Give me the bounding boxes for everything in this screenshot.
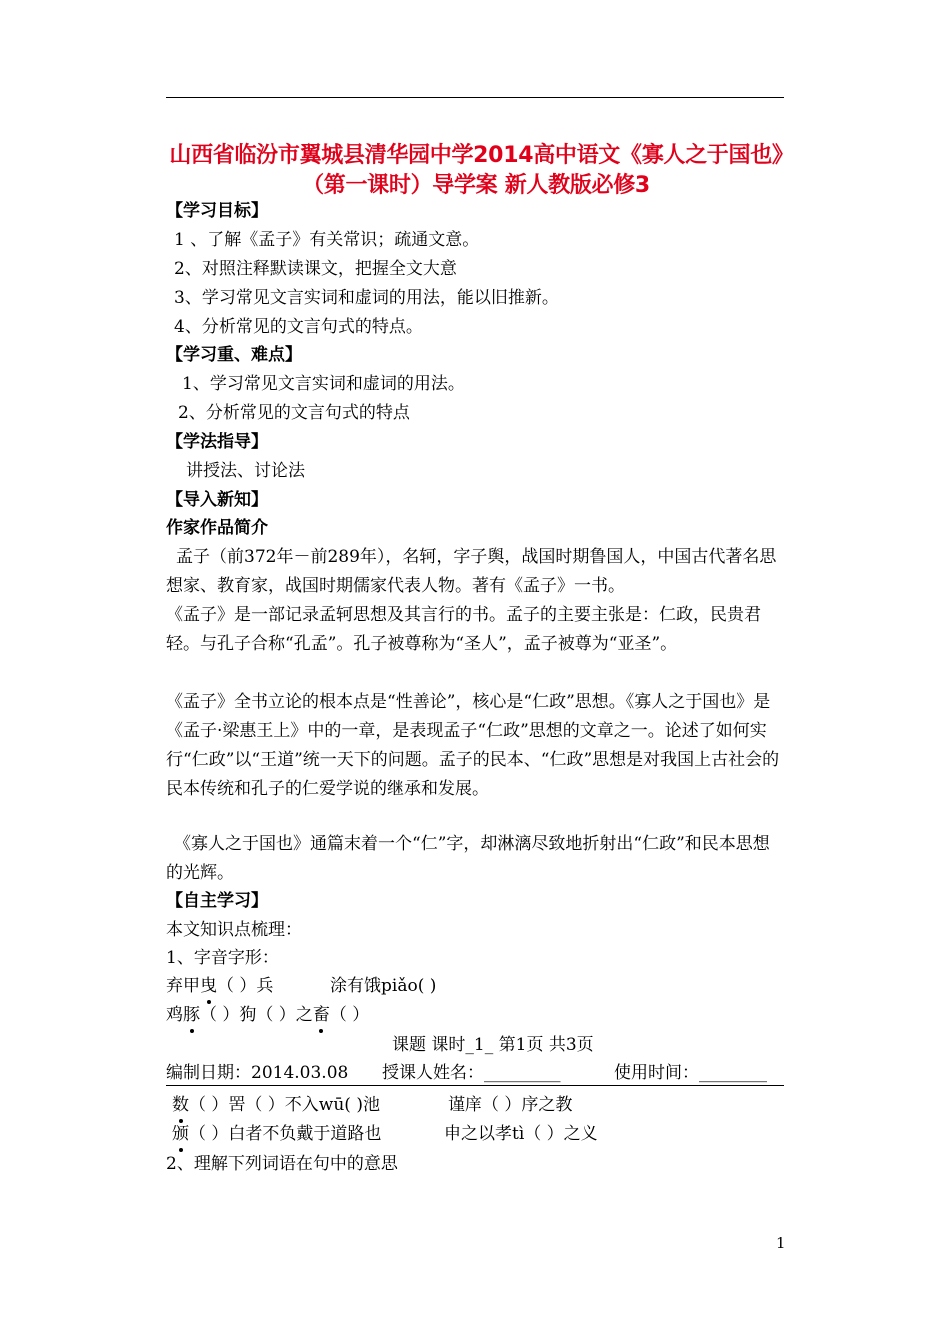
self-study-heading: 【自主学习】 [166, 891, 268, 911]
footer-lesson-info: 课题 课时_1_ 第1页 共3页 [392, 1035, 594, 1055]
key-points-heading: 【学习重、难点】 [166, 345, 302, 365]
text: （ ）白者不负戴于道路也 [189, 1124, 382, 1144]
goal-item: 2、对照注释默读课文，把握全文大意 [174, 259, 457, 279]
method-text: 讲授法、讨论法 [186, 461, 305, 481]
text: 弃甲 [166, 976, 200, 996]
footer-date: 编制日期：2014.03.08 [166, 1063, 349, 1083]
text: （ ） [329, 1005, 370, 1025]
goal-item: 1 、了解《孟子》有关常识；疏通文意。 [174, 230, 480, 250]
footer-rule [166, 1085, 784, 1086]
pronunciation-row [172, 1122, 381, 1146]
knowledge-intro: 本文知识点梳理： [166, 920, 302, 940]
header-rule [166, 97, 784, 98]
dotted-char: 颁 [172, 1124, 189, 1144]
paragraph: 《孟子》全书立论的根本点是“性善论”，核心是“仁政”思想。《寡人之于国也》是《孟子·梁惠王上》中的一章，是表现孟子“仁政”思想的文章之一。论述了如何实行“仁政”以“王道”统一天下的问题。孟子的民本、“仁政”思想是对我国上古社会的民本传统和孔子的仁爱学说的继承和发展。 [166, 692, 780, 799]
goal-item: 3、学习常见文言实词和虚词的用法，能以旧推新。 [174, 288, 559, 308]
pronunciation-item: 涂有饿piǎo( ) [330, 976, 437, 996]
pronunciation-row [166, 1003, 369, 1027]
pronunciation-row [166, 974, 273, 998]
intro-heading: 【导入新知】 [166, 490, 268, 510]
pronunciation-item: 申之以孝tì（ ）之义 [444, 1124, 598, 1144]
exercise-2-label: 2、理解下列词语在句中的意思 [166, 1154, 398, 1174]
footer-time: 使用时间：________ [614, 1063, 767, 1083]
goals-heading: 【学习目标】 [166, 201, 268, 221]
dotted-char: 豚 [183, 1005, 200, 1025]
author-heading: 作家作品简介 [166, 518, 268, 538]
exercise-1-label: 1、字音字形： [166, 948, 279, 968]
footer-teacher: 授课人姓名：_________ [382, 1063, 561, 1083]
goal-item: 4、分析常见的文言句式的特点。 [174, 317, 423, 337]
text: 鸡 [166, 1005, 183, 1025]
dotted-char: 数 [172, 1095, 189, 1115]
page-number: 1 [776, 1234, 786, 1252]
pronunciation-row [172, 1093, 380, 1117]
dotted-char: 曳 [200, 976, 217, 996]
dotted-char: 畜 [312, 1005, 330, 1025]
method-heading: 【学法指导】 [166, 432, 268, 452]
text: （ ）罟（ ）不入wū( )池 [189, 1095, 380, 1115]
key-point-item: 2、分析常见的文言句式的特点 [178, 403, 410, 423]
document-title: 山西省临汾市翼城县清华园中学2014高中语文《寡人之于国也》（第一课时）导学案 新人教版必修3 [169, 143, 783, 198]
pronunciation-item: 谨庠（ ）序之教 [448, 1095, 573, 1115]
key-point-item: 1、学习常见文言实词和虚词的用法。 [182, 374, 465, 394]
paragraph: 《寡人之于国也》通篇末着一个“仁”字，却淋漓尽致地折射出“仁政”和民本思想的光辉。 [166, 834, 770, 883]
text: （ ）兵 [217, 976, 274, 996]
paragraph: 孟子（前372年－前289年），名轲，字子舆，战国时期鲁国人，中国古代著名思想家、教育家，战国时期儒家代表人物。著有《孟子》一书。 [166, 547, 777, 596]
paragraph: 《孟子》是一部记录孟轲思想及其言行的书。孟子的主要主张是：仁政，民贵君轻。与孔子合称“孔孟”。孔子被尊称为“圣人”，孟子被尊为“亚圣”。 [166, 605, 761, 654]
text: （ ）狗（ ）之 [200, 1005, 313, 1025]
